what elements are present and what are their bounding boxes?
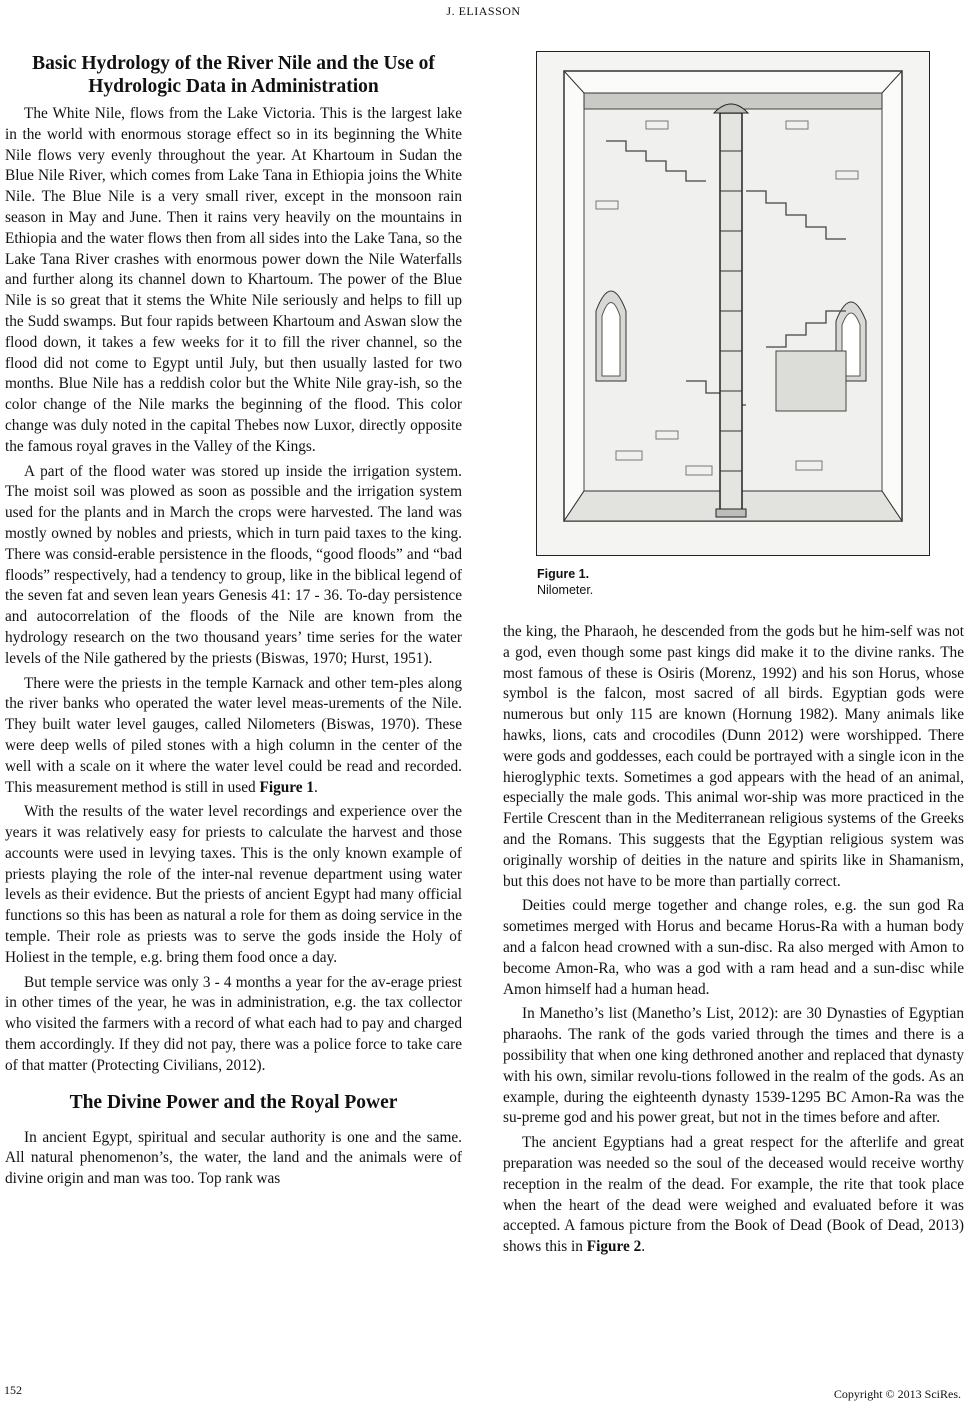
figure-nilometer (536, 51, 930, 556)
paragraph: The White Nile, flows from the Lake Victoria. This is the largest lake in the world with enormous storage effect so in its beginning the White Nile flows very evenly throughout the year. At Khartoum in Sudan the Blue Nile River, which comes from Lake Tana in Ethiopia joins the White Nile. The Blue Nile is a very small river, except in the monsoon rain season in May and June. Then it rains very heavily on the mountains in Ethiopia and the water flows then from all sides into the Lake Tana, so the Lake Tana River crashes with enormous power down the Nile Waterfalls and further along its channel down to Khartoum. The power of the Blue Nile is so great that it stems the White Nile seriously and helps to fill up the Sudd swamps. But four rapids between Khartoum and Aswan slow the flood down, it takes a few weeks for it to fill the river channel, so the flood did not come to Egypt until July, but then usually lasted for two months. Blue Nile has a reddish color but the White Nile gray-ish, so the color change of the Nile marks the beginning of the flood. This color change was duly noted in the capital Thebes now Luxor, directly opposite the famous royal graves in the Valley of the Kings. (5, 105, 462, 455)
running-head: J. ELIASSON (446, 4, 521, 18)
paragraph: In ancient Egypt, spiritual and secular authority is one and the same. All natural phenomenon’s, the water, the land and the animals were of divine origin and man was too. Top rank was (5, 1128, 462, 1188)
paragraph: Deities could merge together and change roles, e.g. the sun god Ra sometimes merged with Horus and became Horus-Ra with a human body and a falcon head crowned with a sun-disc. Ra also merged with Amon to become Amon-Ra, who was a god with a ram head and a sun-disc while Amon himself had a human head. (503, 897, 964, 998)
page-number: 152 (4, 1383, 22, 1397)
section-title-hydrology: Basic Hydrology of the River Nile and the Use of Hydrologic Data in Administration (32, 53, 435, 97)
paragraph-text: . (641, 1238, 646, 1256)
paragraph-text: The ancient Egyptians had a great respect for the afterlife and great preparation was needed so the soul of the deceased would receive worthy reception in the realm of the dead. For example, the rite that took place when the heart of the dead were weighed and evaluated before it was accepted. A famous picture from the Book of Dead (Book of Dead, 2013) shows this in (503, 1134, 964, 1256)
paragraph: A part of the flood water was stored up inside the irrigation system. The moist soil was plowed as soon as possible and the irrigation system used for the plants and in March the crops were harvested. The land was mostly owned by nobles and priests, which in turn paid taxes to the king. There was consid-erable persistence in the floods, “good floods” and “bad floods” respectively, had a tendency to group, like in the biblical legend of the seven fat and seven lean years Genesis 41: 17 - 36. To-day persistence and autocorrelation of the floods of the Nile are known from the hydrology research on the two thousand years’ time series for the water levels of the Nile gathered by the priests (Biswas, 1970; Hurst, 1951). (5, 462, 462, 667)
paragraph: the king, the Pharaoh, he descended from the gods but he him-self was not a god, even though some past kings did make it to the divine ranks. The most famous of these is Osiris (Morenz, 1992) and his son Horus, whose symbol is the falcon, most sacred of all birds. Egyptian gods were numerous but only 115 are known (Hornung 1982). Many animals like hawks, lions, cats and crocodiles (Dunn 2012) were worshipped. There were gods and goddesses, each could be portrayed with a single icon in the hieroglyphic texts. Sometimes a god appears with the head of an animal, especially the male gods. This animal wor-ship was more practiced in the Fertile Crescent than in the Mediterranean religious systems of the Greeks and the Romans. This suggests that the Egyptian religious system was originally worship of deities in the nature and spirits like in Shamanism, but this does not have to be more than partially correct. (503, 623, 964, 890)
figure-2-reference[interactable]: Figure 2 (586, 1238, 642, 1256)
paragraph: With the results of the water level recordings and experience over the years it was relatively easy for priests to calculate the harvest and those accounts were used in levying taxes. This is the only known example of priests playing the role of the inter-nal revenue department using water levels as their evidence. But the priests of ancient Egypt had many official functions so this has been as natural a role for them as doing service in the temple. Their role as priests was to serve the gods inside the Holy of Holiest in the temple, e.g. bring them food once a day. (5, 803, 462, 966)
figure-label: Figure 1. (537, 567, 590, 581)
paragraph: But temple service was only 3 - 4 months a year for the av-erage priest in other times of the year, he was in administration, e.g. the tax collector who visited the farmers with a record of what each had to pay and charged them accordingly. If they did not pay, there was a police force to take care of that matter (Protecting Civilians, 2012). (5, 973, 462, 1074)
paragraph: In Manetho’s list (Manetho’s List, 2012): are 30 Dynasties of Egyptian pharaohs. The rank of the gods varied through the times and there is a possibility that when one king dethroned another and replaced that dynasty with his own, similar revolu-tions followed in the realm of the gods. As an example, during the eighteenth dynasty 1539-1295 BC Amon-Ra was the su-preme god and his power great, but not in the times before and after. (503, 1005, 964, 1127)
paragraph (503, 1133, 964, 1258)
paragraph (5, 674, 462, 799)
figure-1-reference[interactable]: Figure 1 (259, 778, 315, 796)
figure-caption-text: Nilometer. (537, 583, 594, 597)
paragraph-text: There were the priests in the temple Karnack and other tem-ples along the river banks who operated the water level meas-urements of the Nile. They built water level gauges, called Nilometers (Biswas, 1970). These were deep wells of piled stones with a high column in the center of the well with a scale on it where the water level could be read and recorded. This measurement method is still in used (5, 674, 462, 796)
figure-caption (537, 566, 593, 598)
left-column (5, 52, 462, 1194)
paragraph-text: . (314, 778, 318, 796)
copyright: Copyright © 2013 SciRes. (833, 1387, 961, 1401)
nilometer-illustration (536, 51, 930, 556)
section-title-divine-power: The Divine Power and the Royal Power (69, 1091, 398, 1113)
right-column (503, 622, 964, 1262)
